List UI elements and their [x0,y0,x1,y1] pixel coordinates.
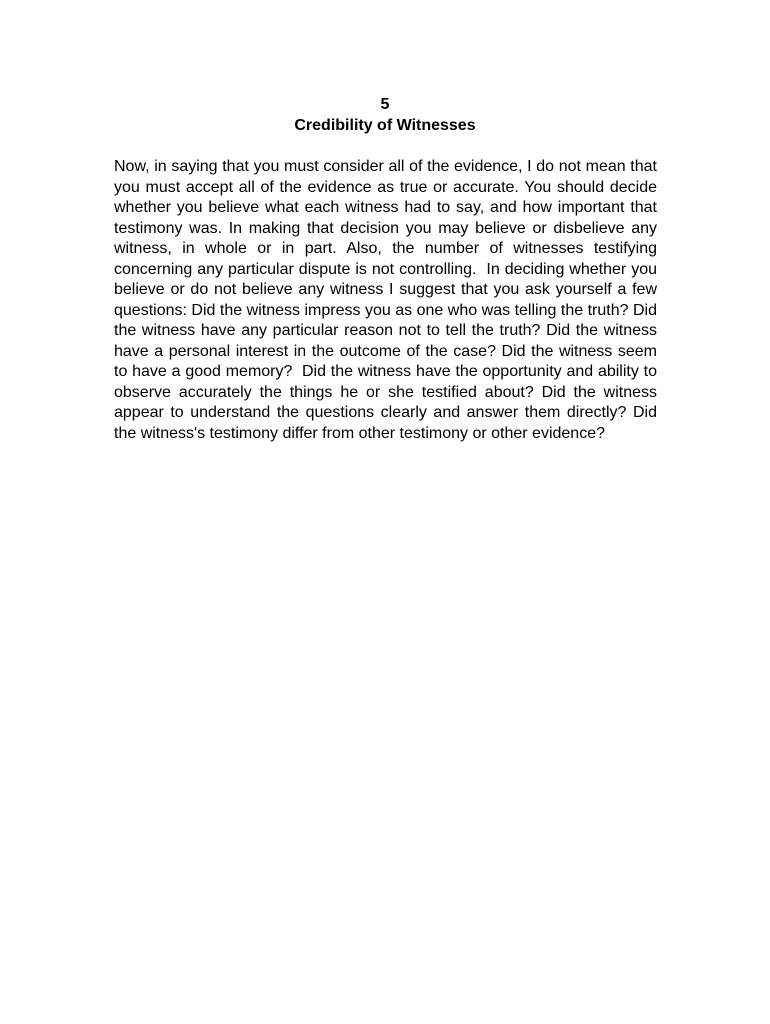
section-title: Credibility of Witnesses [294,117,476,134]
body-paragraph: Now, in saying that you must consider all of the evidence, I do not mean that you must accept all of the evidence as true or accurate. You should decide whether you believe what each witness had to say, and how important that testimony was. In making that decision you may believe or disbelieve any witness, in whole or in part. Also, the number of witnesses testifying concerning any particular dispute is not controlling. In deciding whether you believe or do not believe any witness I suggest that you ask yourself a few questions: Did the witness impress you as one who was telling the truth? Did the witness have any particular reason not to tell the truth? Did the witness have a personal interest in the outcome of the case? Did the witness seem to have a good memory? Did the witness have the opportunity and ability to observe accurately the things he or she testified about? Did the witness appear to understand the questions clearly and answer them directly? Did the witness's testimony differ from other testimony or other evidence? [114,158,662,442]
section-number: 5 [380,96,390,113]
